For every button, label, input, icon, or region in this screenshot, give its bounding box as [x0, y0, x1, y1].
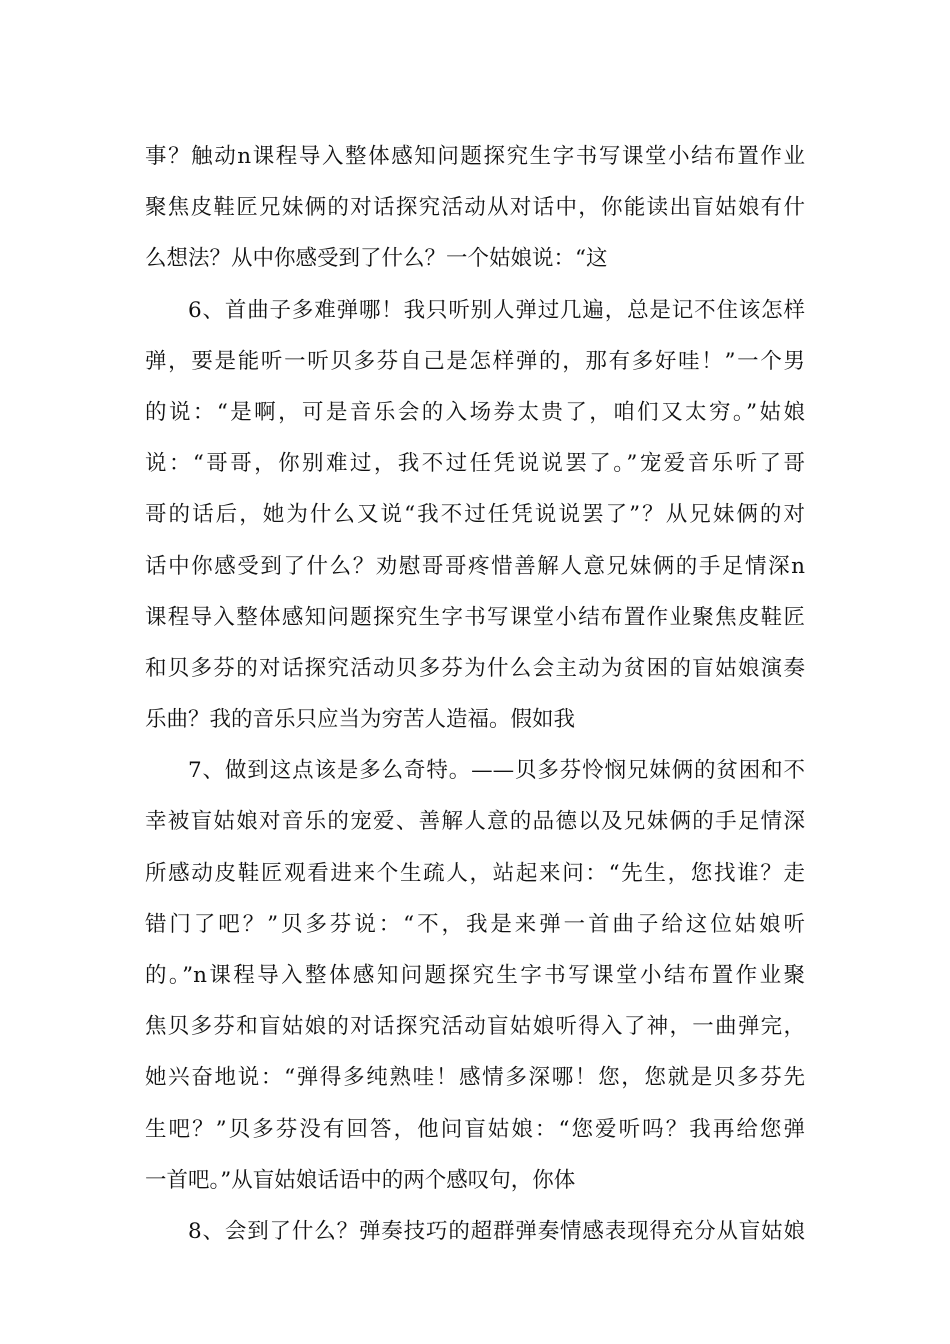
paragraph-continuation [145, 131, 805, 285]
text-line: 哥的话后，她为什么又说“我不过任凭说说罢了”？从兄妹俩的对 [145, 502, 805, 528]
text-line: 生吧？”贝多芬没有回答，他问盲姑娘：“您爱听吗？我再给您弹 [145, 1116, 805, 1142]
text-line: 的说：“是啊，可是音乐会的入场券太贵了，咱们又太穷。”姑娘 [145, 399, 805, 425]
paragraph-6 [145, 285, 805, 746]
text-line: 话中你感受到了什么？劝慰哥哥疼惜善解人意兄妹俩的手足情深n [145, 553, 805, 579]
text-line: 幸被盲姑娘对音乐的宠爱、善解人意的品德以及兄妹俩的手足情深 [145, 809, 805, 835]
text-line: 和贝多芬的对话探究活动贝多芬为什么会主动为贫困的盲姑娘演奏 [145, 655, 805, 681]
text-line: 聚焦皮鞋匠兄妹俩的对话探究活动从对话中，你能读出盲姑娘有什 [145, 195, 805, 221]
paragraph-8 [145, 1206, 805, 1257]
text-line: 说：“哥哥，你别难过，我不过任凭说说罢了。”宠爱音乐听了哥 [145, 451, 805, 477]
text-line: 乐曲？我的音乐只应当为穷苦人造福。假如我 [145, 707, 576, 733]
document-page [145, 131, 805, 1257]
text-line: 的。”n课程导入整体感知问题探究生字书写课堂小结布置作业聚 [145, 963, 805, 988]
text-line: 6、首曲子多难弹哪！我只听别人弹过几遍，总是记不住该怎样 [188, 297, 805, 323]
text-line: 弹，要是能听一听贝多芬自己是怎样弹的，那有多好哇！”一个男 [145, 348, 805, 374]
text-line: 么想法？从中你感受到了什么？一个姑娘说：“这 [145, 246, 608, 272]
text-line: 错门了吧？”贝多芬说：“不，我是来弹一首曲子给这位姑娘听 [145, 911, 805, 937]
text-line: 一首吧。”从盲姑娘话语中的两个感叹句，你体 [145, 1167, 576, 1193]
paragraph-7 [145, 745, 805, 1206]
text-line: 焦贝多芬和盲姑娘的对话探究活动盲姑娘听得入了神，一曲弹完， [145, 1014, 805, 1040]
text-line: 事？触动n课程导入整体感知问题探究生字书写课堂小结布置作业 [145, 144, 805, 169]
text-line: 课程导入整体感知问题探究生字书写课堂小结布置作业聚焦皮鞋匠 [145, 604, 805, 630]
text-line: 所感动皮鞋匠观看进来个生疏人，站起来问：“先生，您找谁？走 [145, 860, 805, 886]
text-line: 8、会到了什么？弹奏技巧的超群弹奏情感表现得充分从盲姑娘 [188, 1218, 805, 1244]
text-line: 7、做到这点该是多么奇特。——贝多芬怜悯兄妹俩的贫困和不 [188, 758, 805, 784]
text-line: 她兴奋地说：“弹得多纯熟哇！感情多深哪！您，您就是贝多芬先 [145, 1065, 805, 1091]
